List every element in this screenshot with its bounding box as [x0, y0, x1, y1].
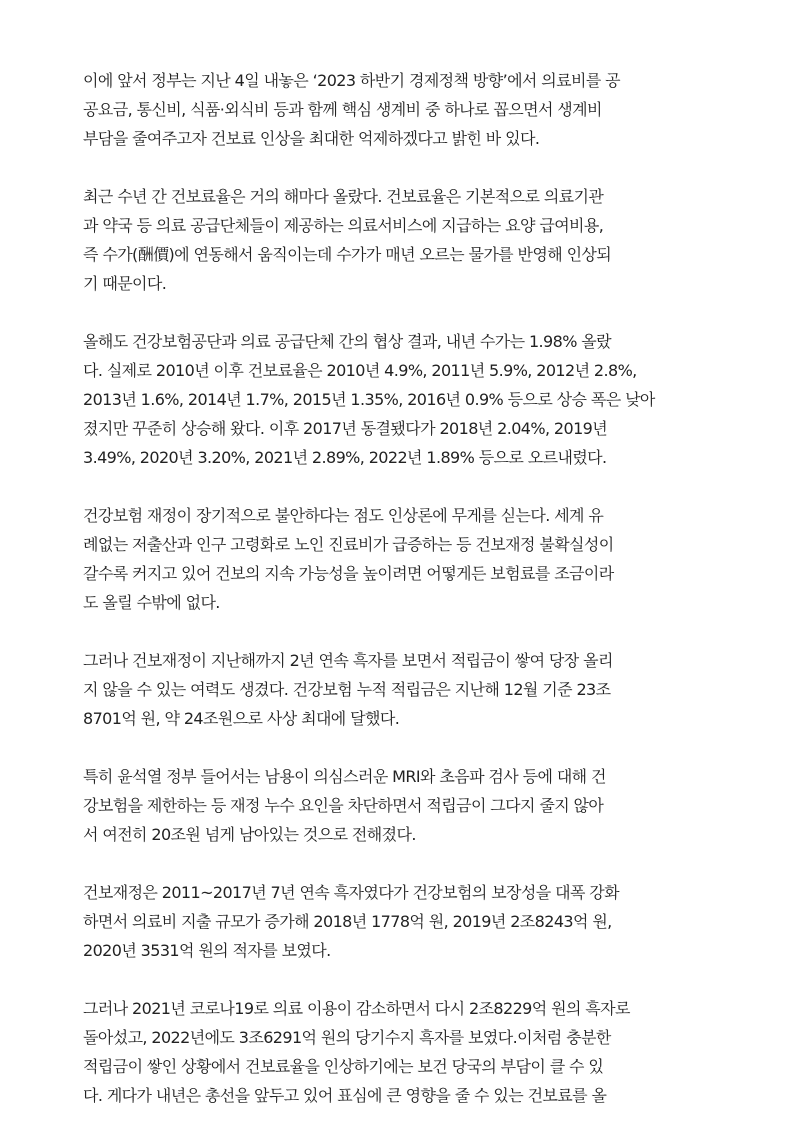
text-line: 과 약국 등 의료 공급단체들이 제공하는 의료서비스에 지급하는 요양 급여비용, — [83, 216, 604, 235]
paragraph-8 — [83, 994, 713, 1110]
paragraph-6 — [83, 762, 713, 849]
paragraph-5 — [83, 646, 713, 733]
text-line: 공요금, 통신비, 식품·외식비 등과 함께 핵심 생계비 중 하나로 꼽으면서 생계비 — [83, 100, 602, 119]
text-line: 갈수록 커지고 있어 건보의 지속 가능성을 높이려면 어떻게든 보험료를 조금이라 — [83, 564, 614, 583]
text-line: 건보재정은 2011~2017년 7년 연속 흑자였다가 건강보험의 보장성을 대폭 강화 — [83, 883, 620, 902]
text-line: 3.49%, 2020년 3.20%, 2021년 2.89%, 2022년 1.89% 등으로 오르내렸다. — [83, 448, 607, 467]
text-line: 기 때문이다. — [83, 274, 167, 293]
text-line: 다. 게다가 내년은 총선을 앞두고 있어 표심에 큰 영향을 줄 수 있는 건보료를 올 — [83, 1086, 607, 1105]
text-line: 건강보험 재정이 장기적으로 불안하다는 점도 인상론에 무게를 싣는다. 세계 유 — [83, 506, 604, 525]
text-line: 서 여전히 20조원 넘게 남아있는 것으로 전해졌다. — [83, 825, 416, 844]
text-line: 2020년 3531억 원의 적자를 보였다. — [83, 941, 331, 960]
text-line: 최근 수년 간 건보료율은 거의 해마다 올랐다. 건보료율은 기본적으로 의료기관 — [83, 187, 604, 206]
paragraph-7 — [83, 878, 713, 965]
text-line: 하면서 의료비 지출 규모가 증가해 2018년 1778억 원, 2019년 2조8243억 원, — [83, 912, 612, 931]
article-body — [83, 66, 713, 1139]
text-line: 이에 앞서 정부는 지난 4일 내놓은 ‘2023 하반기 경제정책 방향’에서 의료비를 공 — [83, 71, 621, 90]
text-line: 강보험을 제한하는 등 재정 누수 요인을 차단하면서 적립금이 그다지 줄지 않아 — [83, 796, 604, 815]
paragraph-2 — [83, 182, 713, 298]
text-line: 례없는 저출산과 인구 고령화로 노인 진료비가 급증하는 등 건보재정 불확실성이 — [83, 535, 614, 554]
text-line: 적립금이 쌓인 상황에서 건보료율을 인상하기에는 보건 당국의 부담이 클 수 있 — [83, 1057, 604, 1076]
text-line: 지 않을 수 있는 여력도 생겼다. 건강보험 누적 적립금은 지난해 12월 기준 23조 — [83, 680, 611, 699]
text-line: 8701억 원, 약 24조원으로 사상 최대에 달했다. — [83, 709, 400, 728]
paragraph-1 — [83, 66, 713, 153]
text-line: 특히 윤석열 정부 들어서는 남용이 의심스러운 MRI와 초음파 검사 등에 대해 건 — [83, 767, 606, 786]
text-line: 도 올릴 수밖에 없다. — [83, 593, 220, 612]
text-line: 다. 실제로 2010년 이후 건보료율은 2010년 4.9%, 2011년 5.9%, 2012년 2.8%, — [83, 361, 637, 380]
text-line: 그러나 건보재정이 지난해까지 2년 연속 흑자를 보면서 적립금이 쌓여 당장 올리 — [83, 651, 613, 670]
text-line: 돌아섰고, 2022년에도 3조6291억 원의 당기수지 흑자를 보였다.이처럼 충분한 — [83, 1028, 611, 1047]
text-line: 올해도 건강보험공단과 의료 공급단체 간의 협상 결과, 내년 수가는 1.98% 올랐 — [83, 332, 611, 351]
text-line: 졌지만 꾸준히 상승해 왔다. 이후 2017년 동결됐다가 2018년 2.04%, 2019년 — [83, 419, 608, 438]
text-line: 2013년 1.6%, 2014년 1.7%, 2015년 1.35%, 2016년 0.9% 등으로 상승 폭은 낮아 — [83, 390, 655, 409]
paragraph-3 — [83, 327, 713, 472]
text-line: 즉 수가(酬價)에 연동해서 움직이는데 수가가 매년 오르는 물가를 반영해 인상되 — [83, 245, 612, 264]
paragraph-4 — [83, 501, 713, 617]
text-line: 그러나 2021년 코로나19로 의료 이용이 감소하면서 다시 2조8229억 원의 흑자로 — [83, 999, 630, 1018]
text-line: 부담을 줄여주고자 건보료 인상을 최대한 억제하겠다고 밝힌 바 있다. — [83, 129, 540, 148]
